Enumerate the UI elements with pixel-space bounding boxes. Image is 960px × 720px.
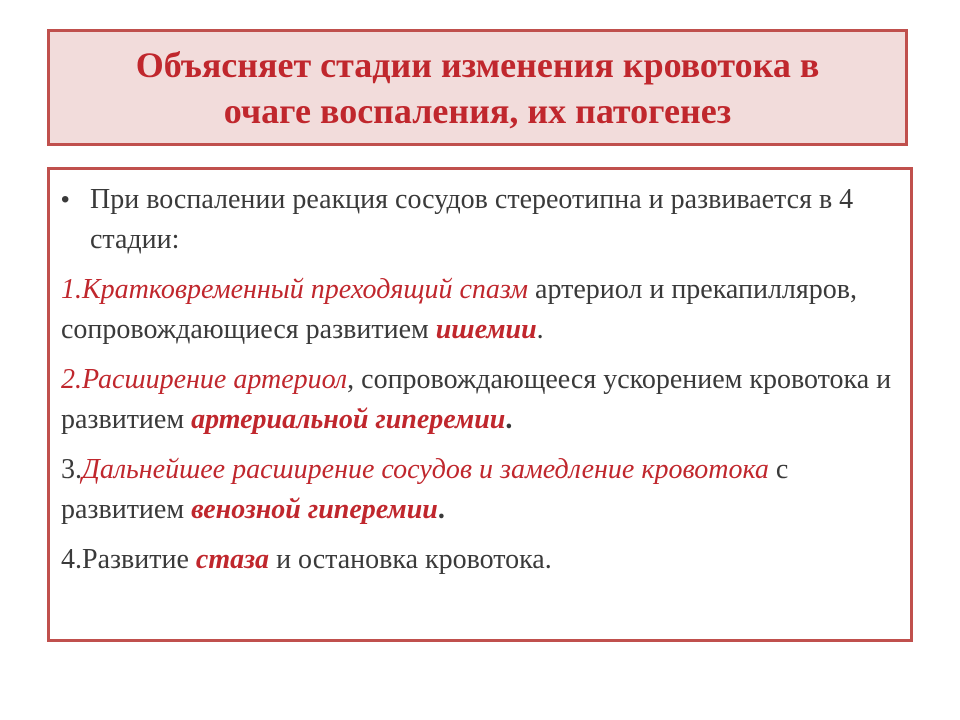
stage-3-number: 3.: [61, 454, 82, 485]
stage-2-term: артериальной гиперемии: [191, 404, 506, 435]
stage-1-end: .: [536, 314, 544, 345]
stage-4-text: и остановка кровотока.: [269, 544, 552, 575]
title-line-1: Объясняет стадии изменения кровотока в: [135, 44, 820, 85]
stage-3-end: .: [437, 494, 445, 525]
stage-1-term: ишемии: [435, 314, 537, 345]
intro-text: При воспалении реакция сосудов стереотипна и развивается в 4 стадии:: [90, 184, 854, 255]
stage-3-term: венозной гиперемии: [191, 494, 438, 525]
title-line-2: очаге воспаления, их патогенез: [223, 90, 732, 131]
stage-1-text: артериол и прекапилляров, сопровождающиеся развитием: [61, 274, 857, 345]
intro-bullet: [61, 180, 906, 260]
title-box: [47, 29, 908, 146]
content-body: [61, 180, 906, 590]
stage-4-start: 4.Развитие: [61, 544, 196, 575]
stage-2: [61, 360, 906, 440]
bullet-icon: •: [61, 186, 70, 213]
stage-3-text: с развитием: [61, 454, 789, 525]
stage-3-title: Дальнейшее расширение сосудов и замедление кровотока: [82, 454, 769, 485]
stage-2-title: 2.Расширение артериол: [61, 364, 348, 395]
stage-2-text: , сопровождающееся ускорением кровотока и развитием: [61, 364, 892, 435]
content-box: [47, 167, 913, 642]
stage-4: [61, 540, 906, 580]
stage-4-term: стаза: [195, 544, 270, 575]
stage-3: [61, 450, 906, 530]
slide-title: [116, 42, 840, 134]
stage-2-end: .: [505, 404, 513, 435]
stage-1-title: 1.Кратковременный преходящий спазм: [61, 274, 529, 305]
stage-1: [61, 270, 906, 350]
